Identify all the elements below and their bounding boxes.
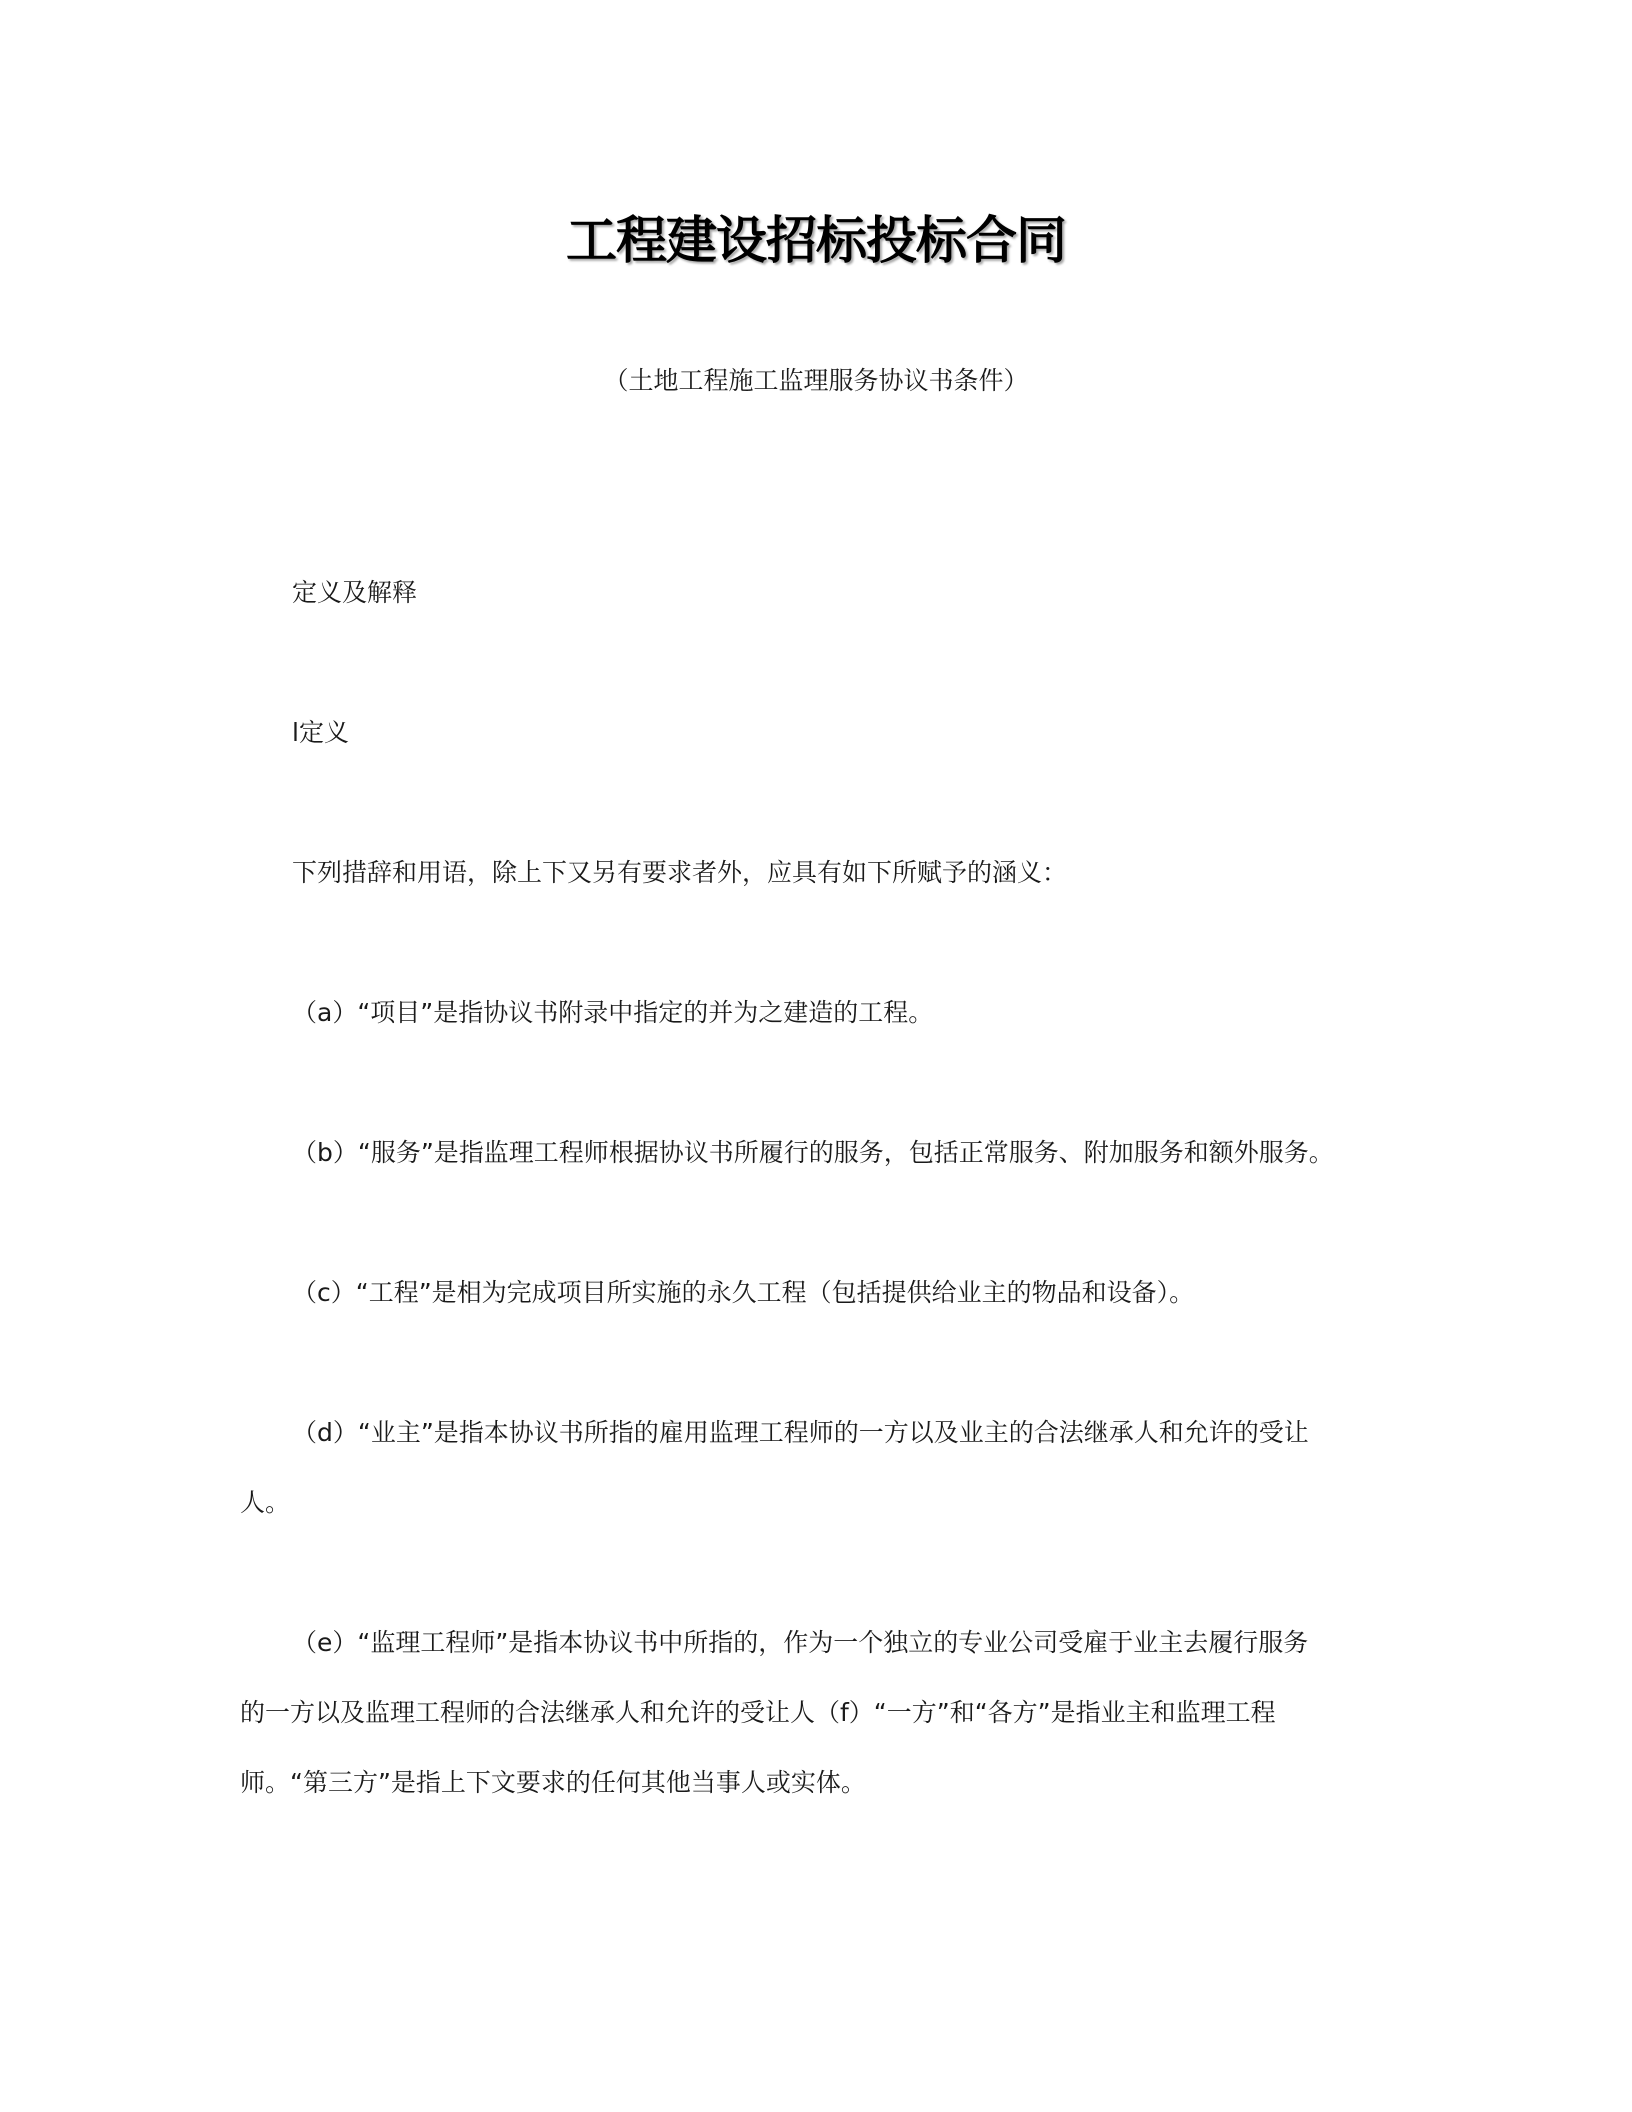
definition-item-e-line-3: 师。“第三方”是指上下文要求的任何其他当事人或实体。: [240, 1768, 866, 1797]
definition-item-e-line-1: （e）“监理工程师”是指本协议书中所指的，作为一个独立的专业公司受雇于业主去履行服务: [292, 1628, 1309, 1657]
section-heading: 定义及解释: [292, 578, 418, 607]
definition-item-a: （a）“项目”是指协议书附录中指定的并为之建造的工程。: [292, 998, 934, 1027]
definition-item-e-line-2: 的一方以及监理工程师的合法继承人和允许的受让人（f）“一方”和“各方”是指业主和监理工程: [240, 1698, 1276, 1727]
document-title: 工程建设招标投标合同: [565, 212, 1066, 271]
intro-paragraph: 下列措辞和用语，除上下又另有要求者外，应具有如下所赋予的涵义：: [292, 858, 1068, 887]
sub-heading: l定义: [292, 718, 349, 747]
definition-item-b: （b）“服务”是指监理工程师根据协议书所履行的服务，包括正常服务、附加服务和额外服务。: [292, 1138, 1334, 1167]
definition-item-d-line-2: 人。: [240, 1488, 291, 1517]
document-subtitle: （土地工程施工监理服务协议书条件）: [603, 366, 1029, 395]
definition-item-c: （c）“工程”是相为完成项目所实施的永久工程（包括提供给业主的物品和设备）。: [292, 1278, 1195, 1307]
definition-item-d-line-1: （d）“业主”是指本协议书所指的雇用监理工程师的一方以及业主的合法继承人和允许的受让: [292, 1418, 1309, 1447]
